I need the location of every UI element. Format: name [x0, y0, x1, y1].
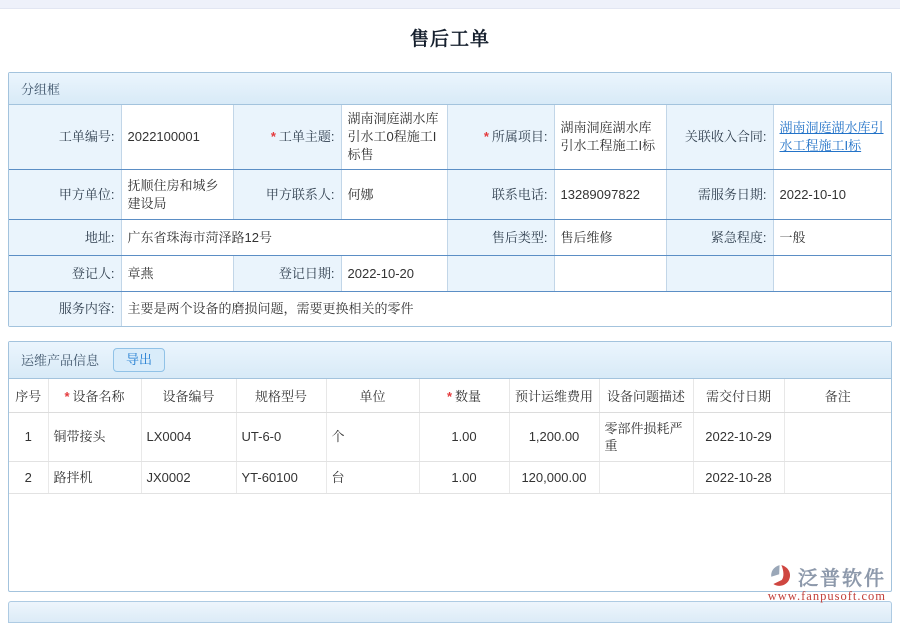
cell-qty: 1.00	[419, 461, 509, 493]
subject-value: 湖南洞庭湖水库引水工0程施工I标售	[341, 105, 447, 170]
products-panel	[8, 341, 892, 603]
subject-label: * 工单主题:	[233, 105, 341, 170]
cell-unit: 台	[326, 461, 419, 493]
cell-seq: 2	[9, 461, 48, 493]
col-spec: 规格型号	[236, 379, 326, 413]
address-value: 广东省珠海市菏泽路12号	[121, 220, 447, 256]
income-contract-link[interactable]: 湖南洞庭湖水库引水工程施工I标	[779, 120, 884, 153]
aftersale-type-value: 售后维修	[554, 220, 666, 256]
cell-delivery-date: 2022-10-28	[693, 461, 784, 493]
party-a-unit-label: 甲方单位:	[9, 170, 121, 220]
cell-device-name: 路拌机	[48, 461, 141, 493]
registrant-value: 章燕	[121, 256, 233, 292]
project-label: * 所属项目:	[447, 105, 554, 170]
register-date-value: 2022-10-20	[341, 256, 447, 292]
cell-device-no: JX0002	[141, 461, 236, 493]
aftersale-type-label: 售后类型:	[447, 220, 554, 256]
export-button[interactable]: 导出	[113, 348, 165, 372]
party-a-contact-value: 何娜	[341, 170, 447, 220]
party-a-contact-label: 甲方联系人:	[233, 170, 341, 220]
vendor-logo	[768, 562, 886, 604]
vendor-url: www.fanpusoft.com	[767, 588, 886, 603]
service-content-label: 服务内容:	[9, 292, 121, 326]
party-a-unit-value: 抚顺住房和城乡建设局	[121, 170, 233, 220]
cell-delivery-date: 2022-10-29	[693, 412, 784, 461]
page-title: 售后工单	[409, 29, 490, 50]
address-label: 地址:	[9, 220, 121, 256]
table-row	[9, 412, 891, 461]
cell-seq: 1	[9, 412, 48, 461]
col-unit: 单位	[326, 379, 419, 413]
group-box-title: 分组框	[21, 82, 61, 97]
cell-spec: UT-6-0	[236, 412, 326, 461]
service-content-value: 主要是两个设备的磨损问题，需要更换相关的零件	[121, 292, 891, 326]
urgency-label: 紧急程度:	[666, 220, 773, 256]
col-qty: * 数量	[419, 379, 509, 413]
order-no-value: 2022100001	[121, 105, 233, 170]
project-value: 湖南洞庭湖水库引水工程施工I标	[554, 105, 666, 170]
products-header-row	[9, 379, 891, 413]
required-icon: *	[446, 388, 453, 404]
col-est-cost: 预计运维费用	[509, 379, 599, 413]
next-section-header-cutoff	[8, 601, 892, 623]
products-title: 运维产品信息	[21, 353, 100, 368]
registrant-label: 登记人:	[9, 256, 121, 292]
register-date-label: 登记日期:	[233, 256, 341, 292]
cell-issue-desc: 零部件损耗严重	[599, 412, 693, 461]
cell-unit: 个	[326, 412, 419, 461]
cell-issue-desc	[599, 461, 693, 493]
income-contract-label: 关联收入合同:	[666, 105, 773, 170]
cell-remark	[784, 461, 891, 493]
cell-remark	[784, 412, 891, 461]
cell-device-name: 铜带接头	[48, 412, 141, 461]
col-remark: 备注	[784, 379, 891, 413]
group-box-panel	[8, 72, 892, 327]
empty-cell	[666, 256, 773, 292]
phone-label: 联系电话:	[447, 170, 554, 220]
required-icon: *	[270, 129, 276, 144]
products-header	[9, 342, 891, 379]
cell-device-no: LX0004	[141, 412, 236, 461]
col-device-no: 设备编号	[141, 379, 236, 413]
work-order-form	[9, 105, 891, 326]
group-box-header	[9, 73, 891, 105]
empty-cell	[554, 256, 666, 292]
service-date-label: 需服务日期:	[666, 170, 773, 220]
required-icon: *	[483, 129, 489, 144]
table-row	[9, 461, 891, 493]
required-icon: *	[64, 388, 70, 404]
empty-cell	[447, 256, 554, 292]
products-table	[9, 379, 891, 494]
cell-est-cost: 1,200.00	[509, 412, 599, 461]
order-no-label: 工单编号:	[9, 105, 121, 170]
phone-value: 13289097822	[554, 170, 666, 220]
income-contract-value	[773, 105, 891, 170]
service-date-value: 2022-10-10	[773, 170, 891, 220]
top-bar	[0, 0, 900, 9]
col-delivery-date: 需交付日期	[693, 379, 784, 413]
col-seq: 序号	[9, 379, 48, 413]
cell-spec: YT-60100	[236, 461, 326, 493]
cell-est-cost: 120,000.00	[509, 461, 599, 493]
vendor-name: 泛普软件	[798, 567, 886, 590]
fanpu-logo-icon	[768, 563, 794, 589]
col-issue-desc: 设备问题描述	[599, 379, 693, 413]
col-device-name: * 设备名称	[48, 379, 141, 413]
empty-cell	[773, 256, 891, 292]
cell-qty: 1.00	[419, 412, 509, 461]
urgency-value: 一般	[773, 220, 891, 256]
